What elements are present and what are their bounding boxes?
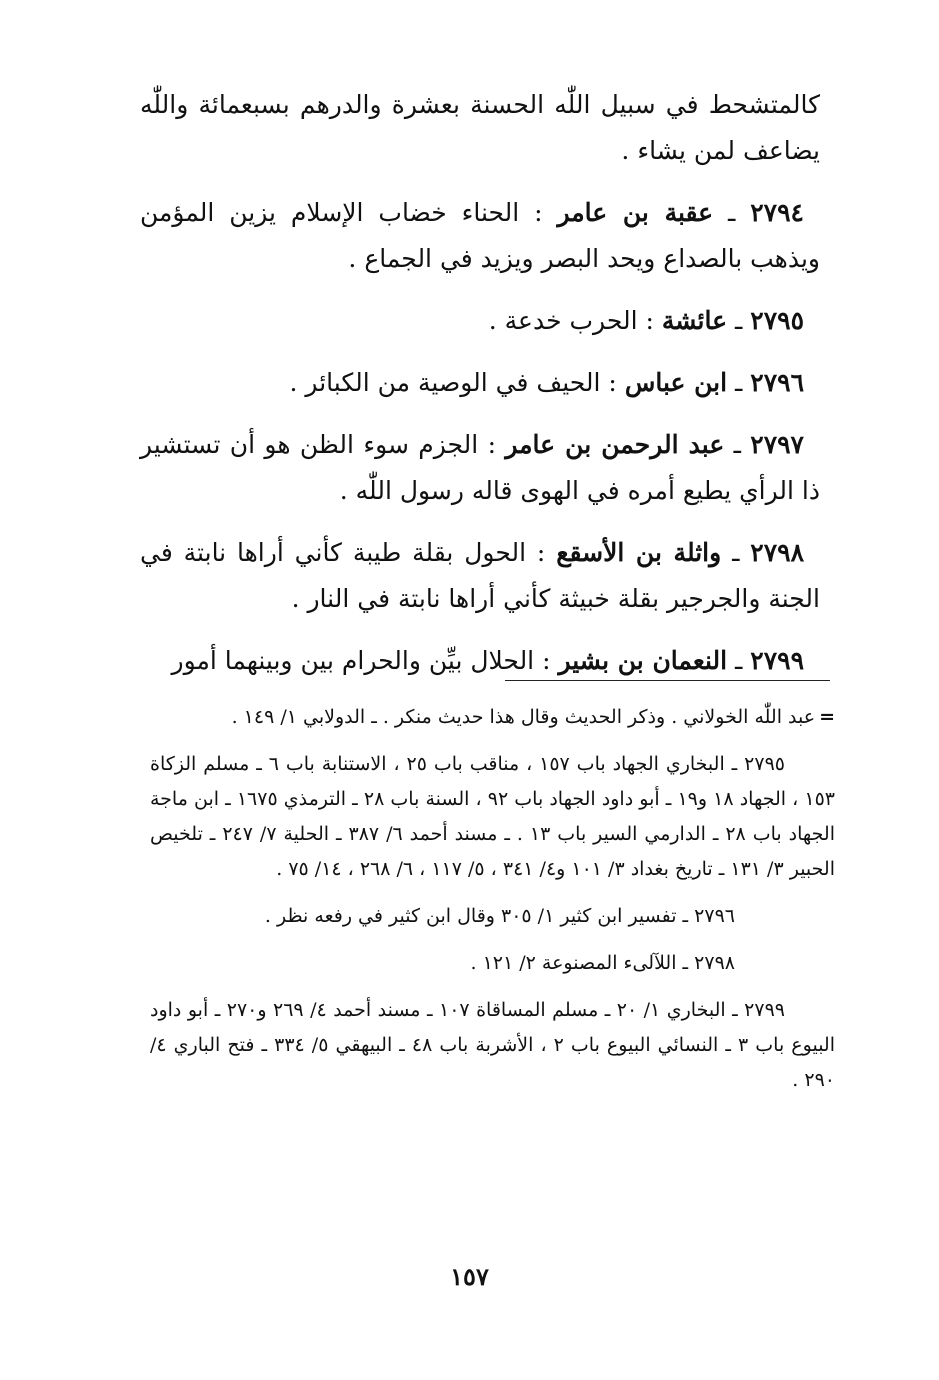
footnote-text: ـ البخاري ١/ ٢٠ ـ مسلم المساقاة ١٠٧ ـ مسند أحمد ٤/ ٢٦٩ و٢٧٠ ـ أبو داود البيوع باب ٣ ـ النسائي البيوع باب ٢ ، الأشربة باب ٤٨ ـ البيهقي ٥/ ٣٣٤ ـ فتح الباري ٤/ ٢٩٠ .: [150, 999, 835, 1091]
footnote-continuation: [150, 700, 835, 735]
entry-2799: [140, 638, 820, 684]
entry-text: : الحول بقلة طيبة كأني أراها نابتة في الجنة والجرجير بقلة خبيثة كأني أراها نابتة في النار .: [140, 538, 820, 613]
footnote-text: ـ اللآلىء المصنوعة ٢/ ١٢١ .: [470, 952, 689, 974]
entry-2794: [140, 190, 820, 282]
entry-number: ٢٧٩٦: [750, 368, 804, 397]
entry-number: ٢٧٩٩: [750, 646, 804, 675]
entry-2798: [140, 530, 820, 622]
footnote-2798: [150, 946, 835, 981]
footnote-2795: [150, 747, 835, 887]
entry-number: ٢٧٩٧: [750, 430, 804, 459]
footnote-2799: [150, 993, 835, 1098]
footnote-number: ٢٧٩٨: [694, 952, 735, 974]
entry-dash: ـ: [728, 198, 736, 227]
narrator-name: النعمان بن بشير: [558, 646, 728, 675]
entry-dash: ـ: [735, 306, 743, 335]
entry-text: : الحرب خدعة .: [488, 306, 654, 335]
footnote-text: ـ تفسير ابن كثير ١/ ٣٠٥ وقال ابن كثير في رفعه نظر .: [264, 905, 689, 927]
continuation-mark: =: [819, 706, 835, 728]
entry-text: : الحيف في الوصية من الكبائر .: [289, 368, 617, 397]
entry-number: ٢٧٩٤: [750, 198, 804, 227]
entry-number: ٢٧٩٨: [750, 538, 805, 567]
entry-dash: ـ: [732, 538, 740, 567]
entry-text: : الحناء خضاب الإسلام يزين المؤمن ويذهب بالصداع ويحد البصر ويزيد في الجماع .: [140, 198, 820, 273]
entry-2797: [140, 422, 820, 514]
footnotes: [150, 700, 835, 1110]
continuation-paragraph: [140, 82, 820, 174]
footnote-text: عبد اللّٰه الخولاني . وذكر الحديث وقال هذا حديث منكر . ـ الدولابي ١/ ١٤٩ .: [231, 706, 816, 728]
entry-number: ٢٧٩٥: [750, 306, 804, 335]
narrator-name: واثلة بن الأسقع: [556, 538, 722, 567]
entry-dash: ـ: [735, 368, 743, 397]
main-text: [140, 82, 820, 700]
narrator-name: ابن عباس: [624, 368, 728, 397]
footnote-number: ٢٧٩٦: [694, 905, 735, 927]
footnote-separator: [505, 680, 830, 681]
narrator-name: عبد الرحمن بن عامر: [505, 430, 725, 459]
entry-2795: [140, 298, 820, 344]
continuation-text: كالمتشحط في سبيل اللّٰه الحسنة بعشرة والدرهم بسبعمائة واللّٰه يضاعف لمن يشاء .: [140, 90, 820, 165]
entry-text: : الجزم سوء الظن هو أن تستشير ذا الرأي يطيع أمره في الهوى قاله رسول اللّٰه .: [140, 430, 820, 505]
footnote-text: ـ البخاري الجهاد باب ١٥٧ ، مناقب باب ٢٥ ، الاستنابة باب ٦ ـ مسلم الزكاة ١٥٣ ، الجهاد ١٨ و١٩ ـ أبو داود الجهاد باب ٩٢ ، السنة باب ٢٨ ـ الترمذي ١٦٧٥ ـ ابن ماجة الجهاد باب ٢٨ ـ الدارمي السير باب ١٣ . ـ مسند أحمد ٦/ ٣٨٧ ـ الحلية ٧/ ٢٤٧ ـ تلخيص الحبير ٣/ ١٣١ ـ تاريخ بغداد ٣/ ١٠١ و٤/ ٣٤١ ، ٥/ ١١٧ ، ٦/ ٢٦٨ ، ١٤/ ٧٥ .: [150, 753, 836, 880]
page-number: ١٥٧: [450, 1262, 489, 1291]
footnote-number: ٢٧٩٥: [744, 753, 785, 775]
entry-2796: [140, 360, 820, 406]
footnote-number: ٢٧٩٩: [744, 999, 785, 1021]
narrator-name: عائشة: [661, 306, 728, 335]
entry-text: : الحلال بيِّن والحرام بين وبينهما أمور: [171, 646, 551, 675]
footnote-2796: [150, 899, 835, 934]
entry-dash: ـ: [735, 646, 743, 675]
entry-dash: ـ: [733, 430, 741, 459]
narrator-name: عقبة بن عامر: [557, 198, 714, 227]
